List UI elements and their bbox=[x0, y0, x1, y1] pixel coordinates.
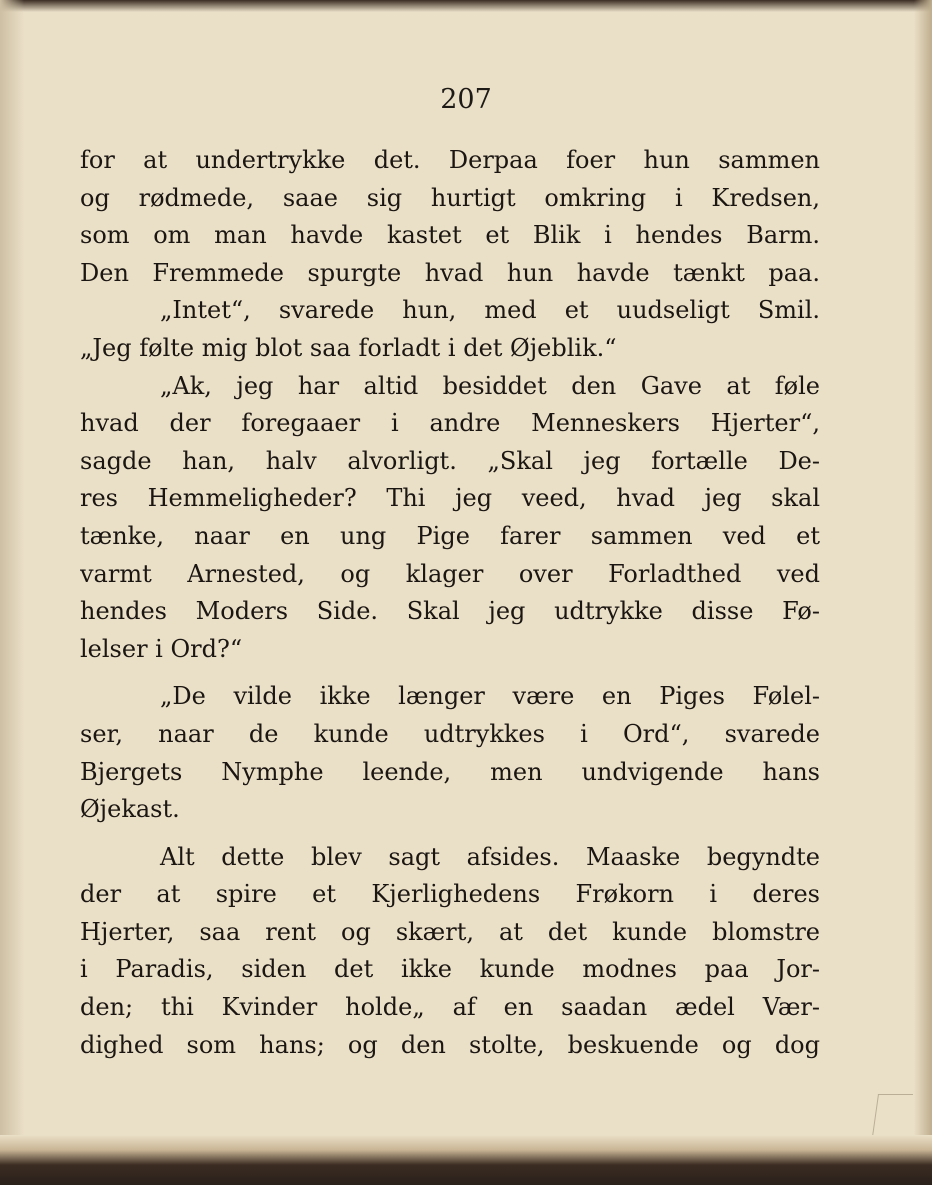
text-line: Den Fremmede spurgte hvad hun havde tænkt paa. bbox=[80, 258, 820, 287]
text-line: i Paradis, siden det ikke kunde modnes paa Jor- bbox=[80, 955, 820, 984]
text-line: den; thi Kvinder holde„ af en saadan ædel Vær- bbox=[80, 993, 820, 1022]
text-line: „Intet“, svarede hun, med et uudseligt Smil. bbox=[160, 296, 820, 325]
page-top-edge bbox=[0, 0, 932, 12]
text-line: „De vilde ikke længer være en Piges Følel- bbox=[160, 682, 820, 711]
text-line: Bjergets Nymphe leende, men undvigende hans bbox=[80, 757, 820, 786]
text-line: varmt Arnested, og klager over Forladthed ved bbox=[80, 559, 820, 588]
text-line: ser, naar de kunde udtrykkes i Ord“, svarede bbox=[80, 719, 820, 748]
text-line: res Hemmeligheder? Thi jeg veed, hvad jeg skal bbox=[80, 484, 820, 513]
text-line: Hjerter, saa rent og skært, at det kunde blomstre bbox=[80, 917, 820, 946]
text-line: Alt dette blev sagt afsides. Maaske begyndte bbox=[160, 842, 820, 871]
spine-shadow bbox=[0, 0, 24, 1185]
text-line: sagde han, halv alvorligt. „Skal jeg fortælle De- bbox=[80, 446, 820, 475]
page-bottom-edge bbox=[0, 1135, 932, 1185]
page-corner-mark bbox=[872, 1094, 913, 1137]
text-line: Øjekast. bbox=[80, 795, 180, 824]
text-line: hvad der foregaaer i andre Menneskers Hjerter“, bbox=[80, 409, 820, 438]
text-line: dighed som hans; og den stolte, beskuende og dog bbox=[80, 1030, 820, 1059]
text-line: og rødmede, saae sig hurtigt omkring i Kredsen, bbox=[80, 183, 820, 212]
text-line: som om man havde kastet et Blik i hendes Barm. bbox=[80, 221, 820, 250]
text-line: der at spire et Kjerlighedens Frøkorn i deres bbox=[80, 880, 820, 909]
text-line: for at undertrykke det. Derpaa foer hun sammen bbox=[80, 146, 820, 174]
text-body bbox=[80, 142, 820, 1064]
text-line: hendes Moders Side. Skal jeg udtrykke disse Fø- bbox=[80, 597, 820, 626]
text-line: tænke, naar en ung Pige farer sammen ved et bbox=[80, 521, 820, 550]
page-number: 207 bbox=[440, 84, 492, 115]
text-line: „Ak, jeg har altid besiddet den Gave at føle bbox=[160, 371, 820, 400]
page-right-edge bbox=[914, 0, 932, 1185]
text-line: „Jeg følte mig blot saa forladt i det Øjeblik.“ bbox=[80, 333, 617, 362]
text-line: lelser i Ord?“ bbox=[80, 634, 243, 663]
